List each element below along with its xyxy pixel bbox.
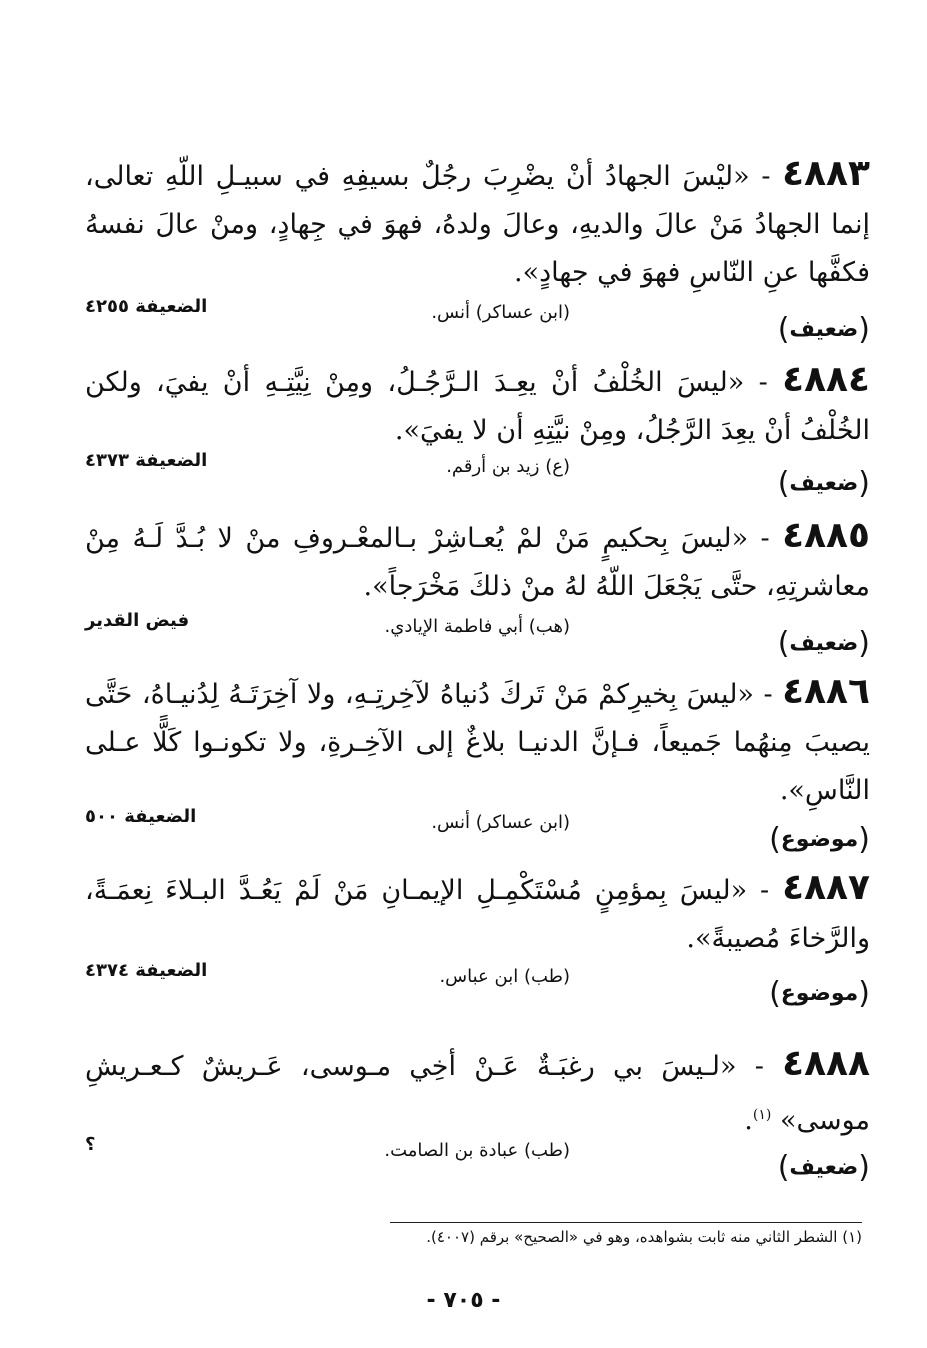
source-citation: (هب) أبي فاطمة الإيادي. <box>384 616 570 637</box>
page-number: - ٧٠٥ - <box>426 1288 501 1313</box>
hadith-body: - «ليسَ بِمؤمِنٍ مُسْتَكْمِـلِ الإيمـانِ مَنْ لَمْ يَعُـدَّ البـلاءَ نِعمَـةً، والرَّخاءَ مُصيبةً». <box>85 875 870 954</box>
source-citation: (طب) عبادة بن الصامت. <box>384 1140 570 1161</box>
hadith-meta-4883 <box>85 296 870 354</box>
hadith-number: ٤٨٨٣ <box>782 153 870 194</box>
reference: الضعيفة ٤٣٧٤ <box>85 960 208 981</box>
hadith-body: - «ليسَ بِحكيمٍ مَنْ لمْ يُعـاشِرْ بـالمعْـروفِ منْ لا بُـدَّ لَـهُ مِنْ معاشرتِهِ، حتَّى يَجْعَلَ اللّهُ لهُ منْ ذلكَ مَخْرَجاً». <box>85 523 870 602</box>
hadith-body-end: . <box>744 1105 753 1136</box>
grade-label: (ضعيف) <box>777 312 870 347</box>
hadith-meta-4884 <box>85 450 870 508</box>
hadith-number: ٤٨٨٨ <box>782 1043 870 1084</box>
hadith-meta-4886 <box>85 806 870 864</box>
reference: فيض القدير <box>85 610 190 631</box>
grade-text: ضعيف <box>789 1155 859 1180</box>
hadith-text <box>85 1040 870 1145</box>
grade-text: ضعيف <box>789 317 859 342</box>
hadith-body: - «ليْسَ الجهادُ أنْ يضْرِبَ رجُلٌ بسيفِهِ في سبيـلِ اللّهِ تعالى، إنما الجهادُ مَنْ عالَ والديهِ، وعالَ ولدهُ، فهوَ في جِهادٍ، ومنْ عالَ نفسهُ فكفَّها عنِ النّاسِ فهوَ في جهادٍ». <box>85 161 870 288</box>
reference: الضعيفة ٤٢٥٥ <box>85 296 208 317</box>
grade-label: (ضعيف) <box>777 1150 870 1185</box>
grade-text: موضوع <box>780 981 859 1006</box>
footnote-divider <box>390 1222 862 1223</box>
grade-text: ضعيف <box>789 471 859 496</box>
grade-label: (ضعيف) <box>777 626 870 661</box>
hadith-number: ٤٨٨٧ <box>782 867 870 908</box>
hadith-meta-4885 <box>85 610 870 668</box>
source-citation: (ابن عساكر) أنس. <box>431 302 570 323</box>
hadith-meta-4887 <box>85 960 870 1018</box>
grade-label: (موضوع) <box>769 822 870 857</box>
hadith-text <box>85 668 870 815</box>
hadith-entry-4888 <box>85 1040 870 1145</box>
reference: ؟ <box>85 1134 96 1155</box>
grade-text: ضعيف <box>789 631 859 656</box>
hadith-number: ٤٨٨٤ <box>782 359 870 400</box>
reference: الضعيفة ٥٠٠ <box>85 806 197 827</box>
footnote: (١) الشطر الثاني منه ثابت بشواهده، وهو في «الصحيح» برقم (٤٠٠٧). <box>426 1228 862 1246</box>
source-citation: (طب) ابن عباس. <box>439 966 570 987</box>
hadith-body: - «ليسَ بِخيرِكمْ مَنْ تَركَ دُنياهُ لآخِرتِـهِ، ولا آخِرَتَـهُ لِدُنيـاهُ، حَتَّى يصيبَ مِنهُما جَميعاً، فـإنَّ الدنيـا بلاغٌ إلى الآخِـرةِ، ولا تكونـوا كَلًّا عـلى النَّاسِ». <box>85 679 870 806</box>
footnote-marker: (١) <box>752 1107 772 1123</box>
hadith-body: - «ليسَ الخُلْفُ أنْ يعِـدَ الـرَّجُـلُ، ومِنْ نِيَّتِـهِ أنْ يفيَ، ولكن الخُلْفُ أنْ يعِدَ الرَّجُلُ، ومِنْ نيَّتِهِ أن لا يفيَ». <box>85 367 870 446</box>
grade-label: (ضعيف) <box>777 466 870 501</box>
hadith-body: - «لـيسَ بي رغبَـةٌ عَـنْ أخِي مـوسى، عَـريشٌ كـعـريشِ موسى» <box>85 1051 870 1136</box>
hadith-entry-4883 <box>85 150 870 297</box>
hadith-entry-4884 <box>85 356 870 455</box>
hadith-text <box>85 356 870 455</box>
hadith-entry-4887 <box>85 864 870 963</box>
hadith-text <box>85 512 870 611</box>
hadith-entry-4886 <box>85 668 870 815</box>
reference: الضعيفة ٤٣٧٣ <box>85 450 208 471</box>
hadith-entry-4885 <box>85 512 870 611</box>
hadith-text <box>85 150 870 297</box>
hadith-meta-4888 <box>85 1134 870 1192</box>
grade-text: موضوع <box>780 827 859 852</box>
grade-label: (موضوع) <box>769 976 870 1011</box>
source-citation: (ع) زيد بن أرقم. <box>446 456 570 477</box>
hadith-number: ٤٨٨٦ <box>782 671 870 712</box>
hadith-number: ٤٨٨٥ <box>782 515 870 556</box>
hadith-text <box>85 864 870 963</box>
source-citation: (ابن عساكر) أنس. <box>431 812 570 833</box>
